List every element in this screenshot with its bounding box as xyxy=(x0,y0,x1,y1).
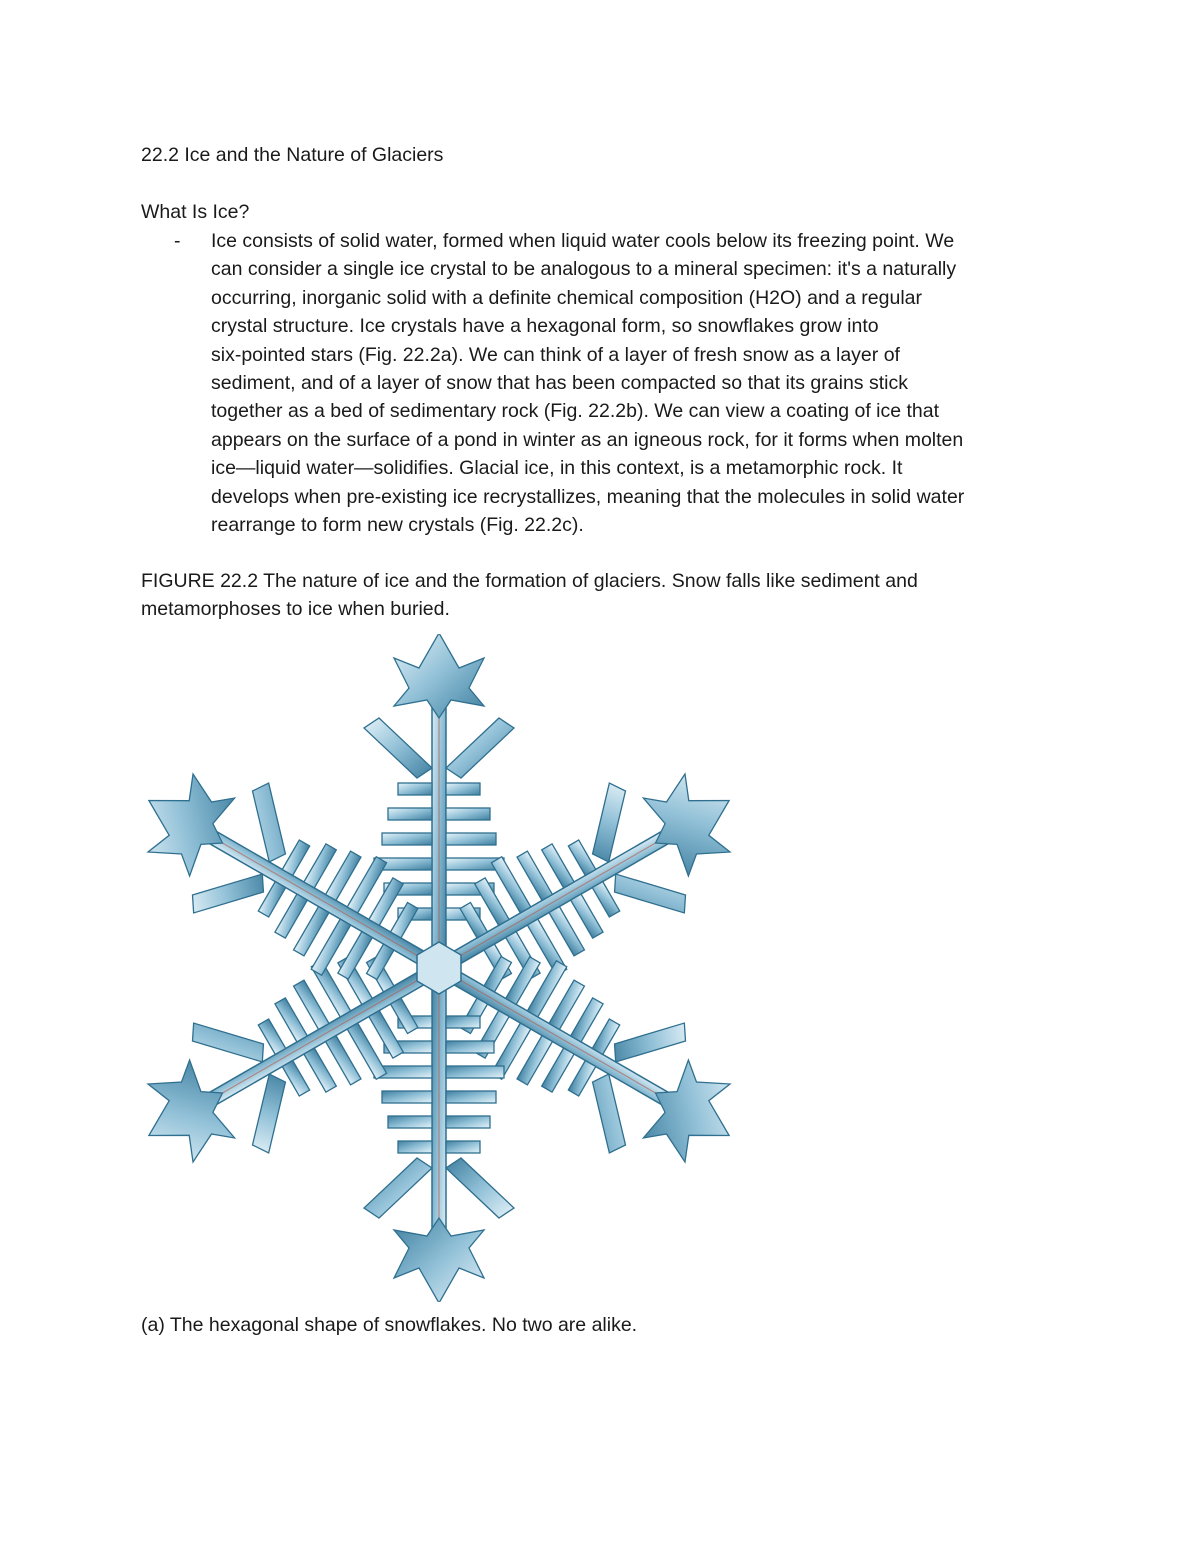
paragraph-line: six-pointed stars (Fig. 22.2a). We can think of a layer of fresh snow as a layer of xyxy=(211,343,900,366)
caption-line: metamorphoses to ice when buried. xyxy=(141,598,450,621)
bullet-paragraph xyxy=(211,227,1091,539)
paragraph-line: occurring, inorganic solid with a definite chemical composition (H2O) and a regular xyxy=(211,286,923,309)
paragraph-line: sediment, and of a layer of snow that has been compacted so that its grains stick xyxy=(211,372,908,395)
bullet-marker: - xyxy=(174,230,181,252)
paragraph-line: can consider a single ice crystal to be analogous to a mineral specimen: it's a naturally xyxy=(211,258,957,281)
paragraph-line: rearrange to form new crystals (Fig. 22.2c). xyxy=(211,514,584,537)
paragraph-line: develops when pre-existing ice recrystallizes, meaning that the molecules in solid water xyxy=(211,485,965,508)
paragraph-line: appears on the surface of a pond in winter as an igneous rock, for it forms when molten xyxy=(211,428,964,451)
snowflake-photo-icon xyxy=(141,634,745,1302)
paragraph-line: together as a bed of sedimentary rock (Fig. 22.2b). We can view a coating of ice that xyxy=(211,400,940,423)
figure-caption xyxy=(141,567,918,624)
paragraph-line: crystal structure. Ice crystals have a hexagonal form, so snowflakes grow into xyxy=(211,315,879,338)
subfigure-caption: (a) The hexagonal shape of snowflakes. No two are alike. xyxy=(141,1314,638,1336)
caption-line: FIGURE 22.2 The nature of ice and the formation of glaciers. Snow falls like sediment and xyxy=(141,570,918,592)
paragraph-line: ice—liquid water—solidifies. Glacial ice, in this context, is a metamorphic rock. It xyxy=(211,457,903,480)
paragraph-line: Ice consists of solid water, formed when liquid water cools below its freezing point. We xyxy=(211,230,955,252)
section-title: 22.2 Ice and the Nature of Glaciers xyxy=(141,144,444,166)
subsection-heading: What Is Ice? xyxy=(141,201,250,223)
